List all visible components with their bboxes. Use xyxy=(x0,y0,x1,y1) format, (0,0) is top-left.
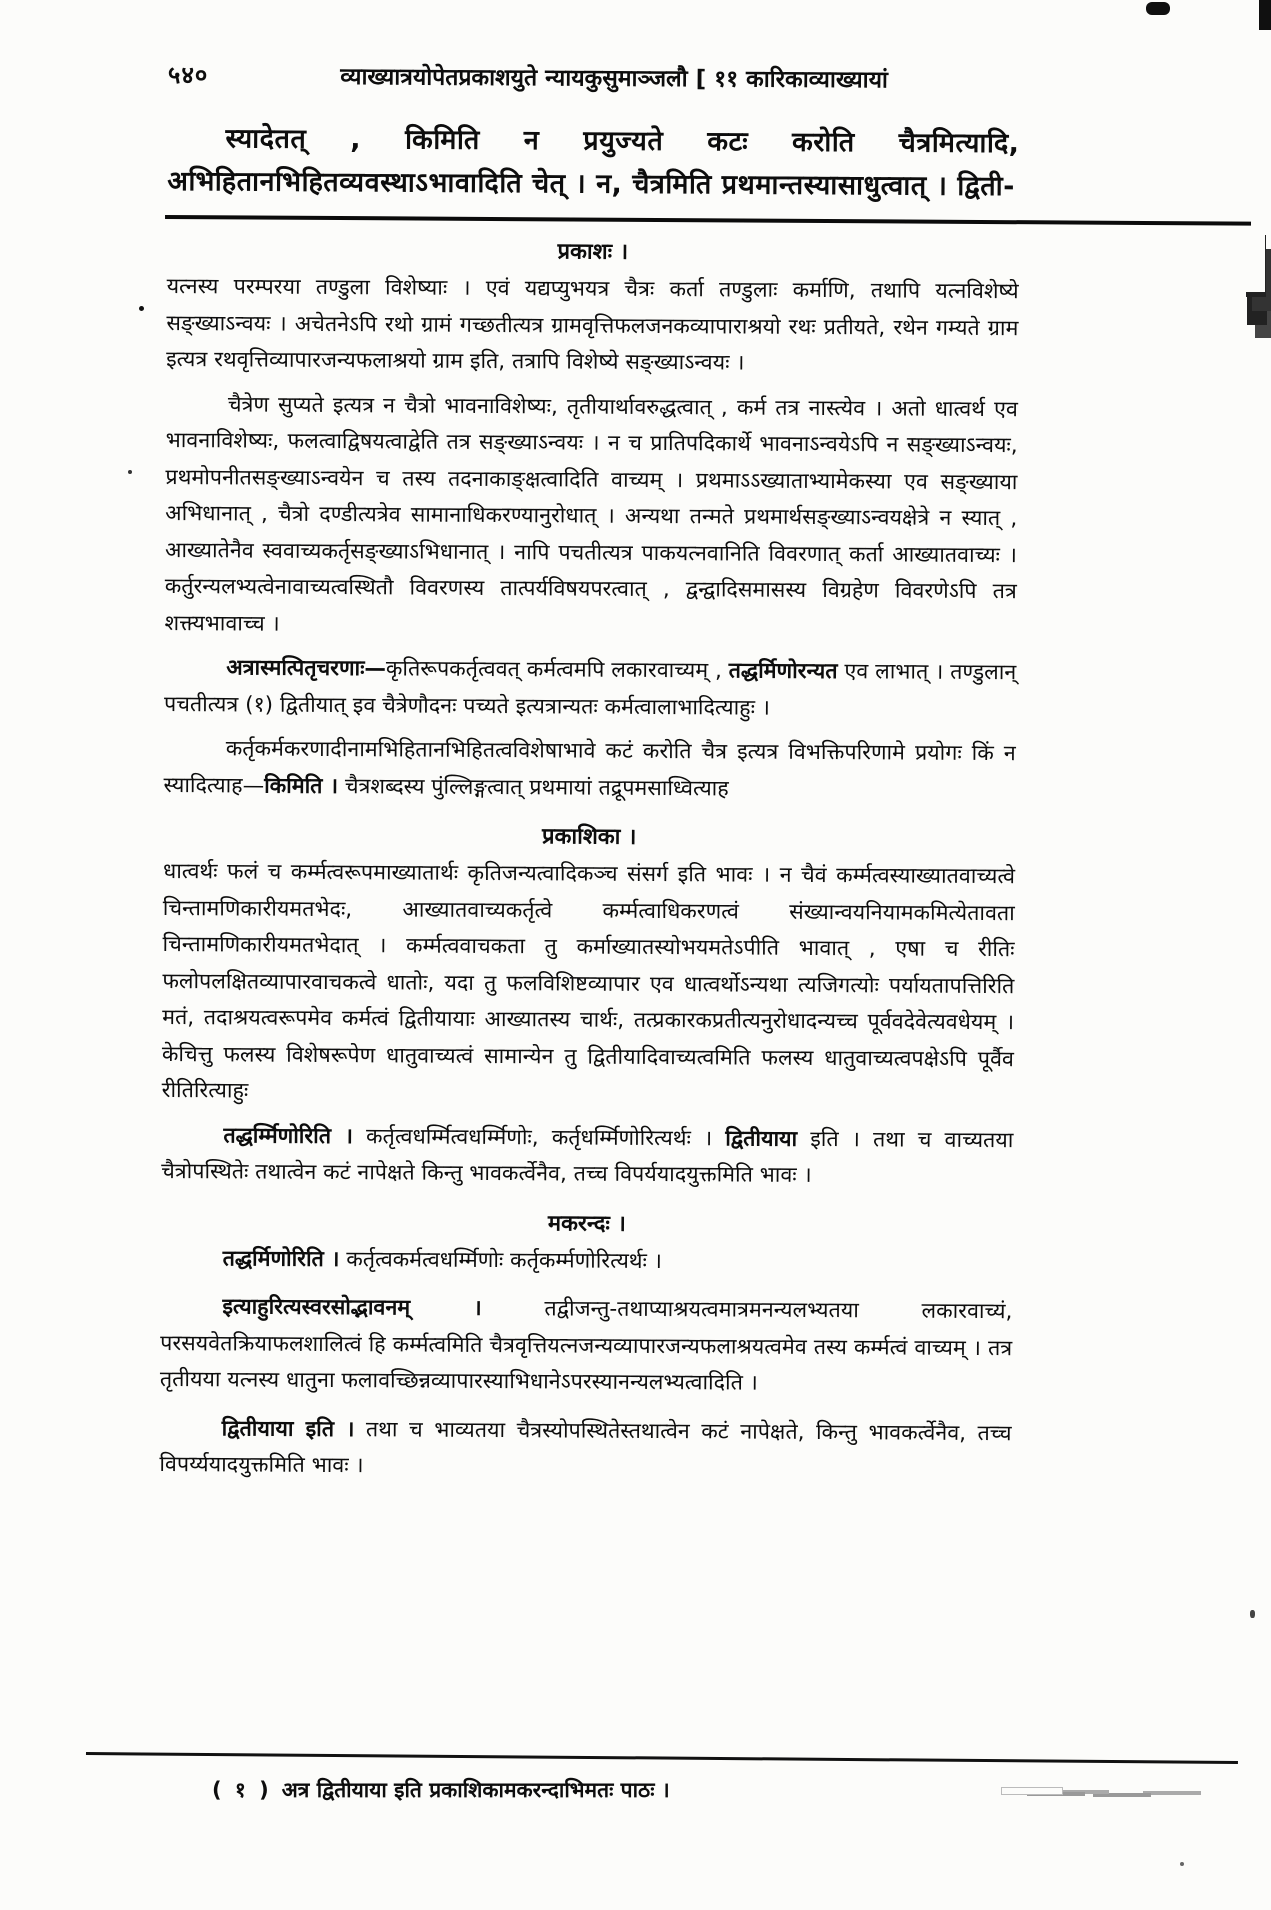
paragraph xyxy=(160,1289,1013,1404)
paragraph-text: कर्तृत्वकर्मत्वधर्म्मिणोः कर्तृकर्म्मणोरित्यर्थः । xyxy=(339,1246,662,1274)
paragraph xyxy=(162,854,1016,1115)
scan-artifact xyxy=(1243,228,1265,292)
paragraph xyxy=(166,269,1019,384)
page-content xyxy=(159,58,1020,1501)
scan-artifact xyxy=(1180,1862,1184,1866)
paragraph-lead: द्वितीयाया इति । xyxy=(221,1415,355,1442)
paragraph xyxy=(164,650,1016,728)
section-makaranda xyxy=(159,1204,1013,1488)
paragraph-lead: इत्याहुरित्यस्वरसोद्भावनम् । xyxy=(222,1294,482,1321)
paragraph-text: धात्वर्थः फलं च कर्म्मत्वरूपमाख्यातार्थः कृतिजन्यत्वादिकञ्च संसर्ग इति भावः । न चैवं कर्म्मत्वस्याख्यातवाच्यत्वे चिन्तामणिकारीयमतभेदः, आख्यातवाच्यकर्तृत्वे कर्म्मत्वाधिकरणत्वं संख्यान्वयनियामकमित्येतावता चिन्तामणिकारीयमतभेदात् । कर्म्मत्ववाचकता तु कर्माख्यातस्योभयमतेऽपीति भावात् , एषा च रीतिः फलोपलक्षितव्यापारवाचकत्वे धातोः, यदा तु फलविशिष्टव्यापार एव धात्वर्थोऽन्यथा त्यजिगत्योः पर्यायतापत्तिरिति मतं, तदाश्रयत्वरूपमेव कर्मत्वं द्वितीयायाः आख्यातस्य चार्थः, तत्प्रकारकप्रतीत्यनुरोधादन्यच्च पूर्ववदेवेत्यवधेयम् । केचित्तु फलस्य विशेषरूपेण धातुवाच्यत्वं सामान्येन तु द्वितीयादिवाच्यत्वमिति फलस्य धातुवाच्यत्वपक्षेऽपि पूर्वैव रीतिरित्याहुः xyxy=(161,858,1016,1104)
running-header xyxy=(168,58,1020,96)
section-heading-prakasha: प्रकाशः । xyxy=(557,239,629,265)
paragraph xyxy=(161,1117,1013,1195)
paragraph xyxy=(159,1410,1011,1488)
scan-artifact xyxy=(1250,1610,1255,1618)
scan-artifact xyxy=(128,470,132,474)
paragraph-emphasis: द्वितीयाया xyxy=(725,1125,798,1152)
paragraph xyxy=(164,386,1018,647)
section-prakasha xyxy=(163,233,1018,809)
paragraph-lead: तद्धर्म्मिणोरिति । xyxy=(223,1122,354,1149)
paragraph-text: एव लाभात् । तण्डुलान् पचतीत्यत्र (१) द्वितीयात् इव चैत्रेणौदनः पच्यते इत्यत्रान्यतः कर्मत्वालाभादित्याहुः । xyxy=(163,659,1017,721)
page-number: ५४० xyxy=(167,60,209,90)
paragraph-text: इति । तथा च वाच्यतया चैत्रोपस्थितेः तथात्वेन कटं नापेक्षते किन्तु भावकर्त्वेनैव, तच्च विपर्ययादयुक्तमिति भावः । xyxy=(161,1126,1014,1188)
paragraph-text: चैत्रशब्दस्य पुंल्लिङ्गत्वात् प्रथमायां तद्रूपमसाध्वित्याह xyxy=(338,773,729,801)
section-heading-makaranda: मकरन्दः । xyxy=(547,1210,626,1237)
paragraph-text: चैत्रेण सुप्यते इत्यत्र न चैत्रो भावनाविशेष्यः, तृतीयार्थावरुद्धत्वात् , कर्म तत्र नास्त्येव । अतो धात्वर्थ एव भावनाविशेष्यः, फलत्वाद्विषयत्वाद्वेति तत्र सङ्ख्याऽन्वयः । न च प्रातिपदिकार्थे भावनाऽन्वयेऽपि न सङ्ख्याऽन्वयः, प्रथमोपनीतसङ्ख्याऽन्वयेन च तस्य तदनाकाङ्क्षत्वादिति वाच्यम् । प्रथमाऽऽख्याताभ्यामेकस्या एव सङ्ख्याया अभिधानात् , चैत्रो दण्डीत्यत्रेव सामानाधिकरण्यानुरोधात् । अन्यथा तन्मते प्रथमार्थसङ्ख्याऽन्वयक्षेत्रे न स्यात् , आख्यातेनैव स्ववाच्यकर्तृसङ्ख्याऽभिधानात् । नापि पचतीत्यत्र पाकयत्नवानिति विवरणात् कर्ता आख्यातवाच्यः । कर्तुरन्यलभ्यत्वेनावाच्यत्वस्थितौ विवरणस्य तात्पर्यविषयपरत्वात् , द्वन्द्वादिसमासस्य विग्रहेण विवरणेऽपि तत्र शक्त्यभावाच्च । xyxy=(164,391,1018,637)
paragraph-emphasis: तद्धर्मिणोरन्यत xyxy=(728,658,838,685)
header-title: व्याख्यात्रयोपेतप्रकाशयुते न्यायकुसुमाञ्जलौ [ ११ कारिकाव्याख्यायां xyxy=(340,64,888,94)
scan-artifact xyxy=(1002,1788,1062,1794)
paragraph-text: तद्वीजन्तु-तथाप्याश्रयत्वमात्रमनन्यलभ्यतया लकारवाच्यं, परसयवेतक्रियाफलशालित्वं हि कर्म्मत्वमिति चैत्रवृत्तियत्नजन्यव्यापारजन्यफलाश्रयत्वमेव तस्य कर्म्मत्वं वाच्यम् । तत्र तृतीयया यत्नस्य धातुना फलावच्छिन्नव्यापारस्याभिधानेऽपरस्यानन्यलभ्यत्वादिति । xyxy=(159,1295,1013,1396)
scan-artifact xyxy=(139,306,144,311)
section-heading-prakashika: प्रकाशिका । xyxy=(541,824,637,850)
paragraph-emphasis: किमिति । xyxy=(264,773,339,799)
section-prakashika xyxy=(161,818,1015,1196)
paragraph-text: तथा च भाव्यतया चैत्रस्योपस्थितेस्तथात्वेन कटं नापेक्षते, किन्तु भावकर्त्वेनैव, तच्च विपर्य्ययादयुक्तमिति भावः । xyxy=(159,1416,1012,1479)
paragraph-text: कर्तृकर्मकरणादीनामभिहितानभिहितत्वविशेषाभावे कटं करोति चैत्र इत्यत्र विभक्तिपरिणामे प्रयोगः किं न स्यादित्याह— xyxy=(163,736,1016,799)
paragraph-text: कृतिरूपकर्तृत्ववत् कर्मत्वमपि लकारवाच्यम् , xyxy=(385,656,729,684)
footnote xyxy=(212,1776,1112,1804)
scan-artifact xyxy=(1146,2,1170,15)
paragraph xyxy=(163,731,1015,809)
paragraph-lead: तद्धर्मिणोरिति । xyxy=(222,1245,340,1272)
paragraph-text: कर्तृत्वधर्म्मित्वधर्म्मिणोः, कर्तृधर्म्मिणोरित्यर्थः । xyxy=(352,1123,726,1151)
section-divider-rule xyxy=(165,215,1251,226)
paragraph-text: यत्नस्य परम्परया तण्डुला विशेष्याः । एवं यद्यप्युभयत्र चैत्रः कर्ता तण्डुलाः कर्माणि, तथापि यत्नविशेष्ये सङ्ख्याऽन्वयः । अचेतनेऽपि रथो ग्रामं गच्छतीत्यत्र ग्रामवृत्तिफलजनकव्यापाराश्रयो रथः प्रतीयते, रथेन गम्यते ग्राम इत्यत्र रथवृत्तिव्यापारजन्यफलाश्रयो ग्राम इति, तत्रापि विशेष्ये सङ्ख्याऽन्वयः । xyxy=(166,273,1019,376)
mula-text: स्यादेतत् , किमिति न प्रयुज्यते कटः करोति चैत्रमित्यादि, अभिहितानभिहितव्यवस्थाऽभावादिति चेत् । न, चैत्रमिति प्रथमान्तस्यासाधुत्वात् । द्विती- xyxy=(167,123,1020,203)
footnote-divider-rule xyxy=(86,1752,1238,1764)
paragraph-lead: अत्रास्मत्पितृचरणाः— xyxy=(226,655,387,682)
footnote-text: अत्र द्वितीयाया इति प्रकाशिकामकरन्दाभिमतः पाठः । xyxy=(281,1778,670,1802)
paragraph xyxy=(161,1240,1013,1282)
footnote-marker: ( १ ) xyxy=(212,1778,272,1802)
scan-artifact xyxy=(1259,0,1271,30)
